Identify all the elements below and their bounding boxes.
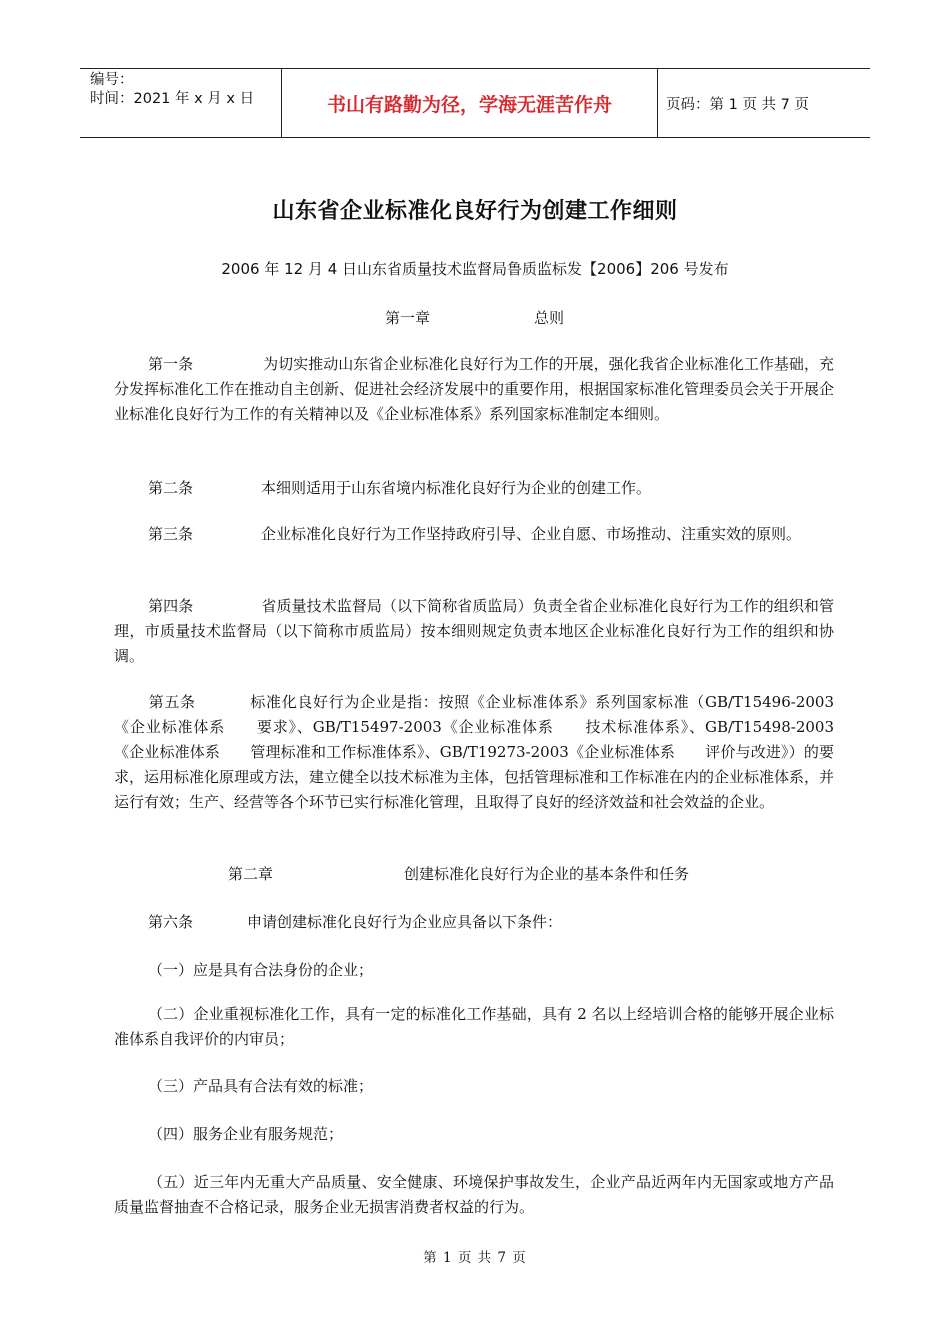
document-date-label: 时间：2021 年 x 月 x 日 xyxy=(90,91,255,107)
condition-3: （三）产品具有合法有效的标准； xyxy=(148,1077,374,1095)
article-3-label: 第三条 xyxy=(148,525,194,543)
article-2-text: 本细则适用于山东省境内标准化良好行为企业的创建工作。 xyxy=(261,479,652,497)
condition-4: （四）服务企业有服务规范； xyxy=(148,1125,344,1143)
article-3 xyxy=(114,522,834,547)
article-1 xyxy=(114,352,834,427)
article-1-label: 第一条 xyxy=(148,355,194,373)
article-1-text: 为切实推动山东省企业标准化良好行为工作的开展，强化我省企业标准化工作基础，充分发挥标准化工作在推动自主创新、促进社会经济发展中的重要作用，根据国家标准化管理委员会关于开展企业标准化良好行为工作的有关精神以及《企业标准体系》系列国家标准制定本细则。 xyxy=(114,355,835,423)
header-meta xyxy=(80,69,282,137)
article-5-label: 第五条 xyxy=(148,693,196,711)
page-footer: 第 1 页 共 7 页 xyxy=(423,1250,527,1266)
chapter-1-number: 第一章 xyxy=(385,309,431,327)
condition-1: （一）应是具有合法身份的企业； xyxy=(148,961,374,979)
article-5 xyxy=(114,690,834,815)
document-number-label: 编号： xyxy=(90,72,134,88)
condition-5: （五）近三年内无重大产品质量、安全健康、环境保护事故发生，企业产品近两年内无国家或地方产品质量监督抽查不合格记录，服务企业无损害消费者权益的行为。 xyxy=(114,1173,834,1216)
chapter-2-number: 第二章 xyxy=(228,865,274,883)
article-6-text: 申请创建标准化良好行为企业应具备以下条件： xyxy=(247,913,563,931)
condition-2: （二）企业重视标准化工作，具有一定的标准化工作基础，具有 2 名以上经培训合格的能够开展企业标准体系自我评价的内审员； xyxy=(114,1005,834,1048)
article-3-text: 企业标准化良好行为工作坚持政府引导、企业自愿、市场推动、注重实效的原则。 xyxy=(261,525,802,543)
article-6 xyxy=(114,910,834,935)
article-6-label: 第六条 xyxy=(148,913,194,931)
article-2-label: 第二条 xyxy=(148,479,194,497)
chapter-1-name: 总则 xyxy=(534,309,565,327)
document-title: 山东省企业标准化良好行为创建工作细则 xyxy=(272,199,678,224)
page-header xyxy=(80,68,870,138)
article-4-label: 第四条 xyxy=(148,597,194,615)
header-motto: 书山有路勤为径，学海无涯苦作舟 xyxy=(282,69,658,137)
header-page-number: 页码：第 1 页 共 7 页 xyxy=(666,96,809,113)
article-4-text: 省质量技术监督局（以下简称省质监局）负责全省企业标准化良好行为工作的组织和管理，市质量技术监督局（以下简称市质监局）按本细则规定负责本地区企业标准化良好行为工作的组织和协调。 xyxy=(114,597,834,665)
chapter-2-name: 创建标准化良好行为企业的基本条件和任务 xyxy=(404,865,690,883)
article-4 xyxy=(114,594,834,669)
article-5-text: 标准化良好行为企业是指：按照《企业标准体系》系列国家标准（GB/T15496-2003《企业标准体系 要求》、GB/T15497-2003《企业标准体系 技术标准体系》、GB/T15498-2003《企业标准体系 管理标准和工作标准体系》、GB/T19273-2003《企业标准体系 评价与改进》）的要求，运用标准化原理或方法，建立健全以技术标准为主体，包括管理标准和工作标准在内的企业标准体系，并运行有效；生产、经营等各个环节已实行标准化管理，且取得了良好的经济效益和社会效益的企业。 xyxy=(114,693,835,811)
document-subtitle: 2006 年 12 月 4 日山东省质量技术监督局鲁质监标发【2006】206 号发布 xyxy=(221,260,729,278)
article-2 xyxy=(114,476,834,501)
